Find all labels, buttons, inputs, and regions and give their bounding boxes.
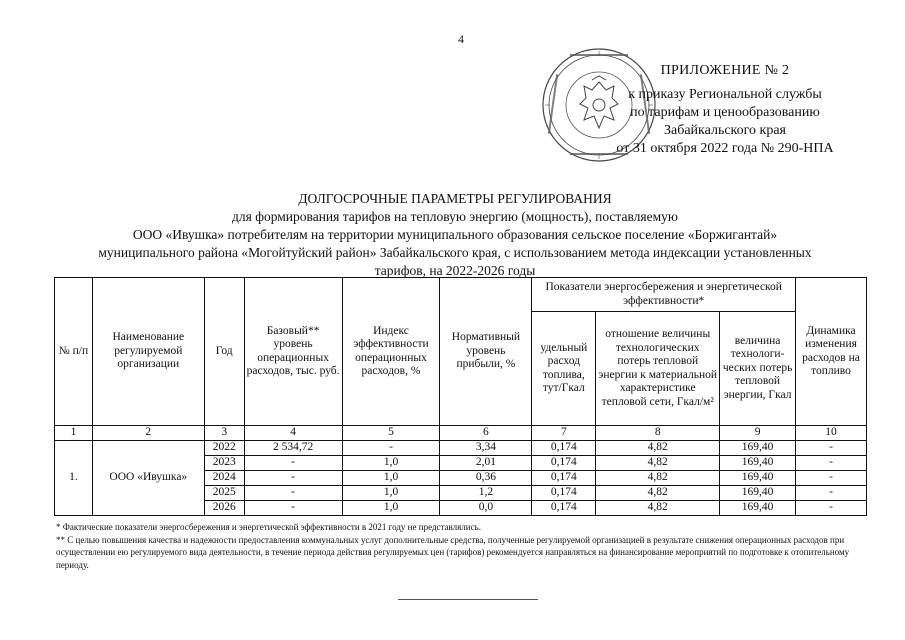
cell-base: - (244, 471, 342, 486)
cell-year: 2024 (204, 471, 244, 486)
cell-loss: 169,40 (720, 441, 796, 456)
organization-name: ООО «Ивушка» (92, 441, 204, 516)
header-year: Год (204, 278, 244, 426)
cell-base: - (244, 456, 342, 471)
col-number: 6 (440, 426, 532, 441)
cell-dynamics: - (796, 471, 867, 486)
cell-profit: 2,01 (440, 456, 532, 471)
appendix-line-3: Забайкальского края (663, 123, 786, 138)
cell-fuel: 0,174 (532, 456, 596, 471)
appendix-line-1: к приказу Региональной службы (628, 87, 822, 102)
row-number: 1. (55, 441, 93, 516)
cell-loss-ratio: 4,82 (596, 501, 720, 516)
cell-loss-ratio: 4,82 (596, 441, 720, 456)
cell-fuel: 0,174 (532, 486, 596, 501)
appendix-line-4: от 31 октября 2022 года № 290-НПА (616, 141, 834, 156)
cell-year: 2026 (204, 501, 244, 516)
document-heading (40, 190, 870, 280)
col-number: 5 (342, 426, 440, 441)
cell-dynamics: - (796, 441, 867, 456)
cell-year: 2022 (204, 441, 244, 456)
cell-fuel: 0,174 (532, 441, 596, 456)
col-number: 7 (532, 426, 596, 441)
cell-loss: 169,40 (720, 456, 796, 471)
col-number: 9 (720, 426, 796, 441)
header-heat-loss: величина технологи-ческих потерь тепловой энергии, Гкал (720, 312, 796, 426)
separator-line (398, 599, 538, 600)
header-energy-indicators: Показатели энергосбережения и энергетической эффективности* (532, 278, 796, 312)
cell-loss-ratio: 4,82 (596, 486, 720, 501)
appendix-line-2: по тарифам и ценообразованию (630, 105, 820, 120)
heading-line-3: ООО «Ивушка» потребителям на территории муниципального образования сельское поселение «Боржигантай» (132, 227, 778, 242)
cell-dynamics: - (796, 456, 867, 471)
header-fuel-dynamics: Динамика изменения расходов на топливо (796, 278, 867, 426)
appendix-block (580, 62, 870, 158)
cell-fuel: 0,174 (532, 501, 596, 516)
header-efficiency-index: Индекс эффективности операционных расходов, % (342, 278, 440, 426)
footnote-1: * Фактические показатели энергосбережения и энергетической эффективности в 2021 году не представлялись. (56, 522, 481, 532)
header-profit: Нормативный уровень прибыли, % (440, 278, 532, 426)
column-numbers-row (55, 426, 867, 441)
cell-dynamics: - (796, 486, 867, 501)
cell-profit: 0,36 (440, 471, 532, 486)
cell-index: 1,0 (342, 471, 440, 486)
header-base-costs: Базовый** уровень операционных расходов, тыс. руб. (244, 278, 342, 426)
cell-dynamics: - (796, 501, 867, 516)
col-number: 10 (796, 426, 867, 441)
col-number: 4 (244, 426, 342, 441)
cell-profit: 3,34 (440, 441, 532, 456)
cell-loss: 169,40 (720, 471, 796, 486)
col-number: 8 (596, 426, 720, 441)
header-fuel-consumption: удельный расход топлива, тут/Гкал (532, 312, 596, 426)
heading-line-1: ДОЛГОСРОЧНЫЕ ПАРАМЕТРЫ РЕГУЛИРОВАНИЯ (298, 191, 612, 206)
cell-year: 2025 (204, 486, 244, 501)
cell-loss: 169,40 (720, 486, 796, 501)
cell-loss-ratio: 4,82 (596, 456, 720, 471)
cell-fuel: 0,174 (532, 471, 596, 486)
col-number: 1 (55, 426, 93, 441)
col-number: 3 (204, 426, 244, 441)
header-organization: Наименование регулируемой организации (92, 278, 204, 426)
page-number: 4 (458, 32, 464, 46)
header-num: № п/п (55, 278, 93, 426)
cell-year: 2023 (204, 456, 244, 471)
cell-index: 1,0 (342, 456, 440, 471)
heading-line-4: муниципального района «Могойтуйский район» Забайкальского края, с использованием метода индексации установленных (98, 245, 812, 260)
header-loss-ratio: отношение величины технологических потерь тепловой энергии к материальной характеристике тепловой сети, Гкал/м² (596, 312, 720, 426)
cell-base: - (244, 501, 342, 516)
cell-profit: 0,0 (440, 501, 532, 516)
footnote-2: ** С целью повышения качества и надежности предоставления коммунальных услуг дополнительные средства, полученные регулируемой организацией в результате снижения операционных расходов при осуществлении ею регулируемого вида деятельности, в течение периода действия регулируемых цен (тарифов) рекомендуется направляться на финансирование мероприятий по подготовке к отопительному периоду. (56, 534, 850, 570)
cell-index: 1,0 (342, 486, 440, 501)
heading-line-2: для формирования тарифов на тепловую энергию (мощность), поставляемую (232, 209, 678, 224)
regulation-parameters-table (54, 277, 867, 516)
cell-index: 1,0 (342, 501, 440, 516)
heading-line-5: тарифов, на 2022-2026 годы (374, 263, 536, 278)
table-row (55, 441, 867, 456)
appendix-title: ПРИЛОЖЕНИЕ № 2 (660, 63, 790, 78)
cell-profit: 1,2 (440, 486, 532, 501)
cell-loss: 169,40 (720, 501, 796, 516)
cell-index: - (342, 441, 440, 456)
cell-base: - (244, 486, 342, 501)
cell-loss-ratio: 4,82 (596, 471, 720, 486)
col-number: 2 (92, 426, 204, 441)
cell-base: 2 534,72 (244, 441, 342, 456)
footnotes (56, 521, 876, 571)
